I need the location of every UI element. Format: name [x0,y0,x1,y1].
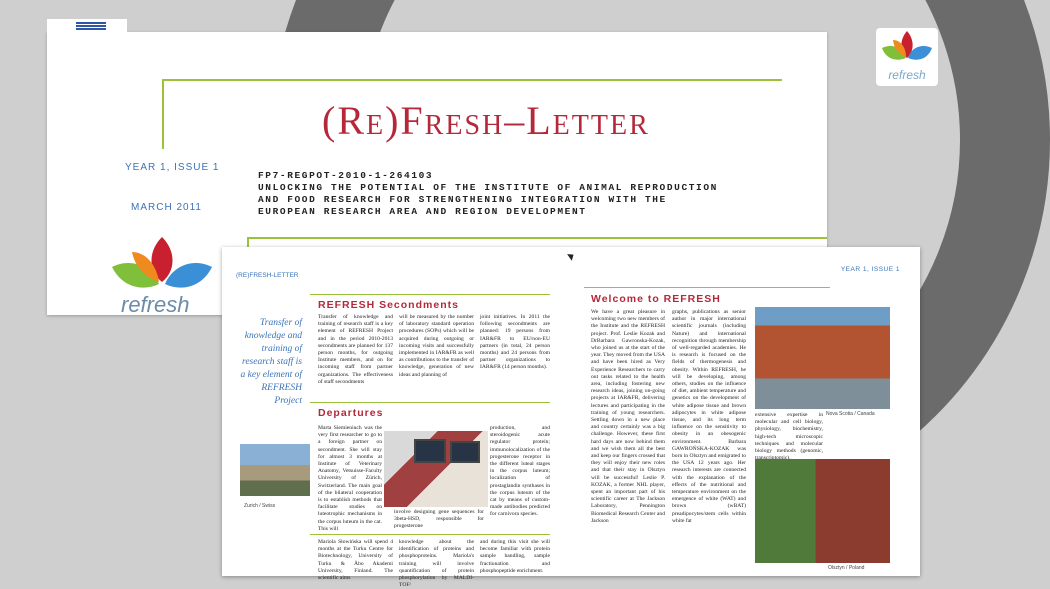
cover-rule-horizontal [162,79,782,81]
section-rule [310,294,550,295]
welcome-column-1: We have a great pleasure in welcoming two new members of the Institute and the REFRESH project. Prof. Leslie Kozak and DrBarbara Gawronska-Kozak, who joined us at the start of the year. They moved from the USA and have been hired as Very Experience Researchers to carry out tasks related to the health area, including fostering new research ideas, joining on-going projects at IAR&FR, delivering lectures and participating in the training of young researchers. Settling down in a new place and country certainly was a big challenge. However, these first hard days are now behind them and we wish them all the best and keep our fingers crossed that they will enjoy their new roles and that their stay in Olsztyn will be successful! Leslie P. KOZAK, a former NHL player, spent an important part of his scientific career at The Jackson Laboratory, Pennington Biomedical Research Center and Jackson [591,309,665,524]
refresh-logo [107,232,217,317]
project-line: UNLOCKING THE POTENTIAL OF THE INSTITUTE OF ANIMAL REPRODUCTION [258,182,718,193]
welcome-column-2: graphs, publications as senior author in major international scientific journals (including Nature) and international recognition through membership of well-regarded academies. He is research is focused on the fields of thermogenesis and obesity. Within REFRESH, he will be developing, among others, studies on the influence of diet, ambient temperature and genetics on the development of white adipose tissue and brown adipocytes in white adipose tissue, and its long term influence on the sensitivity to obesity in an obesogenic environment. Barbara GAWROŃSKA-KOZAK was born in Olsztyn and emigrated to the USA 12 years ago. Her research interests are connected with the explanation of the effects of the nutritional and temperature environment on the emergence of white (WAT) and brown (wBAT) preadipocytes/stem cells within white fat [672,309,746,524]
cover-rule-vertical [162,79,164,149]
secondments-column-1: Transfer of knowledge and training of research staff is a key element of REFRESH Project and in the period 2010-2013 secondments are planned for 137 person months, for outgoing Institute members, and on for incoming staff from partner organizations. The effectiveness of staff secondments [318,314,393,385]
laboratory-photo [384,431,488,507]
stack-icon [76,22,106,32]
refresh-flower-small-icon [876,28,938,68]
welcome-column-3: extensive expertise in molecular and cell biology, physiology, biochemistry, high-tech microscopic techniques and molecular biology methods (genomic, [755,412,823,455]
secondments-column-2: will be measured by the number of laboratory standard operation procedures (SOPs) which will be acquired during outgoing or incoming visits and successfully implemented in IAR&FR as well as contributions to the transfer of knowledge, generation of new ideas and planning of [399,314,474,378]
mariola-column-3: and during this visit she will become familiar with protein sample handling, sample fractionation and phosphopeptide enrichment. [480,539,550,574]
mariola-column-1: Mariola Słowińska will spend 4 months at the Turku Centre for Biotechnology, University of Turku & Åbo Akademi University, Finland. The scientific aims [318,539,393,582]
welcome-title: Welcome to REFRESH [591,293,721,305]
zurich-caption: Zurich / Swiss [244,503,276,509]
project-line: AND FOOD RESEARCH FOR STRENGTHENING INTEGRATION WITH THE [258,194,667,205]
monitor-shape [450,441,480,463]
project-line: FP7-REGPOT-2010-1-264103 [258,170,434,181]
section-rule [310,402,550,403]
newsletter-inner-page [222,247,920,589]
secondments-title: REFRESH Secondments [318,299,459,311]
departures-column-2: involve designing gene sequences for 3beta-HSD, responsible for progesterone [394,509,484,530]
mariola-column-2: knowledge about the identification of proteins and phosphoproteins. Mariola's training will involve quantification of protein phosphorylation by MALDI-TOF/ [399,539,474,589]
refresh-logo-small [876,28,938,86]
refresh-logo-text: refresh [121,292,190,317]
olsztyn-photo [755,459,890,563]
issue-label: YEAR 1, ISSUE 1 [125,162,220,173]
secondments-column-3: joint initiatives. In 2011 the following secondments are planned: 19 persons from IAR&FR to EU/non-EU partners (in total, 24 person months) and 24 persons from partner organizations to IAR&FR (14 person months). [480,314,550,371]
page-header-left: (RE)FRESH-LETTER [236,272,299,279]
section-rule [584,287,830,288]
departures-title: Departures [318,407,384,419]
cover-rule-lower [247,237,827,239]
nova-scotia-photo [755,307,890,409]
section-rule [310,534,550,535]
monitor-shape [414,439,446,463]
page-header-right: YEAR 1, ISSUE 1 [840,266,900,273]
nova-scotia-caption: Nova Scotia / Canada [826,411,875,417]
departures-column-3: production, and steroidogenic acute regulator protein; immunolocalization of the progesterone receptor in the different luteal stages in the corpus luteum; localization of prostaglandin synthases in the corpus luteum of the cat by means of custom-made antibodies predicted for carnivora species. [490,425,550,518]
olsztyn-caption: Olsztyn / Poland [828,565,865,571]
departures-column-1: Marta Siemieniuch was the very first researcher to go to a foreign partner on secondment. She will stay for almost 3 months at Institute of Veterinary Anatomy, Vetsuisse-Faculty University of Zürich, Switzerland. The main goal of the bilateral cooperation is to establish methods that facilitate studies on luteotrophic mechanisms in the corpus luteum in the cat. This will [318,425,382,532]
project-description [258,170,818,218]
masthead-title: (Re)Fresh–Letter [322,98,650,143]
zurich-photo [240,444,310,496]
issue-date: MARCH 2011 [131,202,202,213]
pull-quote: Transfer of knowledge and training of research staff is a key element of REFRESH Project [240,318,302,406]
refresh-logo-small-text: refresh [888,68,926,82]
project-line: EUROPEAN RESEARCH AREA AND REGION DEVELOPMENT [258,206,587,217]
